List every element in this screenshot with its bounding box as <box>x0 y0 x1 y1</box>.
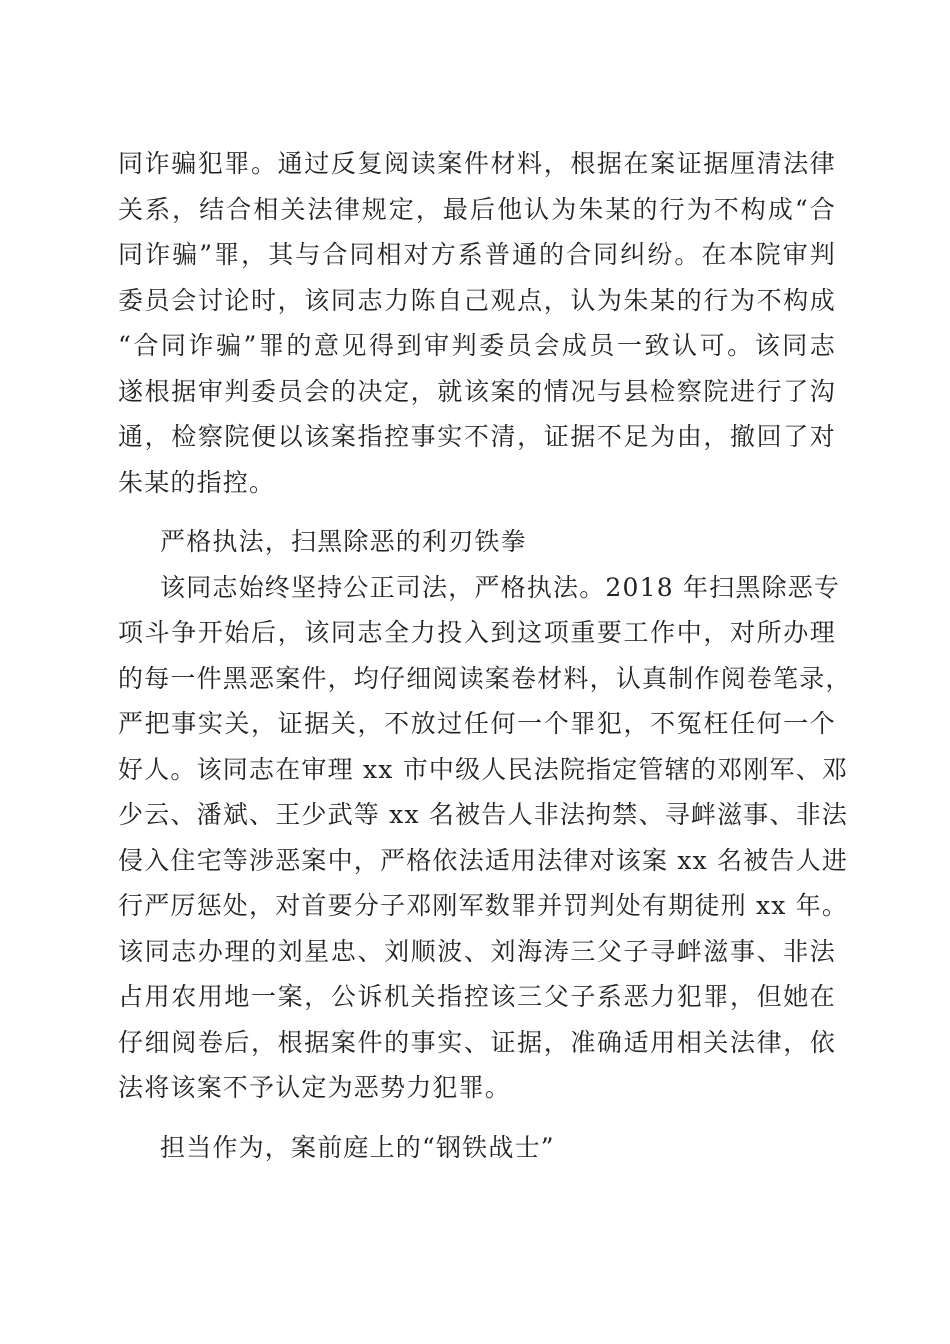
text-line: 仔细阅卷后，根据案件的事实、证据，准确适用相关法律，依 <box>118 1027 836 1057</box>
text-line: 占用农用地一案，公诉机关指控该三父子系恶力犯罪，但她在 <box>118 982 836 1011</box>
text-line: 严把事实关，证据关，不放过任何一个罪犯，不冤枉任何一个 <box>118 709 836 738</box>
document-body <box>118 141 852 1170</box>
text-line: 行严厉惩处，对首要分子邓刚军数罪并罚判处有期徒刑 xx 年。 <box>118 891 849 920</box>
text-line: 朱某的指控。 <box>118 467 276 497</box>
text-line: 好人。该同志在审理 xx 市中级人民法院指定管辖的邓刚军、邓 <box>118 754 849 784</box>
text-line: 的每一件黑恶案件，均仔细阅读案卷材料，认真制作阅卷笔录， <box>118 663 852 693</box>
section-heading: 严格执法，扫黑除恶的利刃铁拳 <box>160 527 527 556</box>
paragraph-strict-law-enforcement <box>118 565 852 1111</box>
text-line: 法将该案不予认定为恶势力犯罪。 <box>118 1073 512 1102</box>
text-line: 通，检察院便以该案指控事实不清，证据不足为由，撤回了对 <box>118 422 836 451</box>
text-line: 侵入住宅等涉恶案中，严格依法适用法律对该案 xx 名被告人进 <box>118 845 849 875</box>
text-line: “合同诈骗”罪的意见得到审判委员会成员一致认可。该同志 <box>118 331 836 360</box>
text-line: 遂根据审判委员会的决定，就该案的情况与县检察院进行了沟 <box>118 376 836 406</box>
text-line: 该同志始终坚持公正司法，严格执法。2018 年扫黑除恶专 <box>160 572 841 602</box>
text-line: 项斗争开始后，该同志全力投入到这项重要工作中，对所办理 <box>118 618 836 647</box>
text-line: 委员会讨论时，该同志力陈自己观点，认为朱某的行为不构成 <box>118 285 836 315</box>
text-line: 关系，结合相关法律规定，最后他认为朱某的行为不构成“合 <box>118 194 836 224</box>
paragraph-case-withdrawal <box>118 141 836 505</box>
text-line: 同诈骗犯罪。通过反复阅读案件材料，根据在案证据厘清法律 <box>118 149 836 178</box>
text-line: 同诈骗”罪，其与合同相对方系普通的合同纠纷。在本院审判 <box>118 240 836 269</box>
text-line: 少云、潘斌、王少武等 xx 名被告人非法拘禁、寻衅滋事、非法 <box>118 800 849 829</box>
text-line: 该同志办理的刘星忠、刘顺波、刘海涛三父子寻衅滋事、非法 <box>118 936 836 966</box>
section-heading: 担当作为，案前庭上的“钢铁战士” <box>160 1132 555 1162</box>
